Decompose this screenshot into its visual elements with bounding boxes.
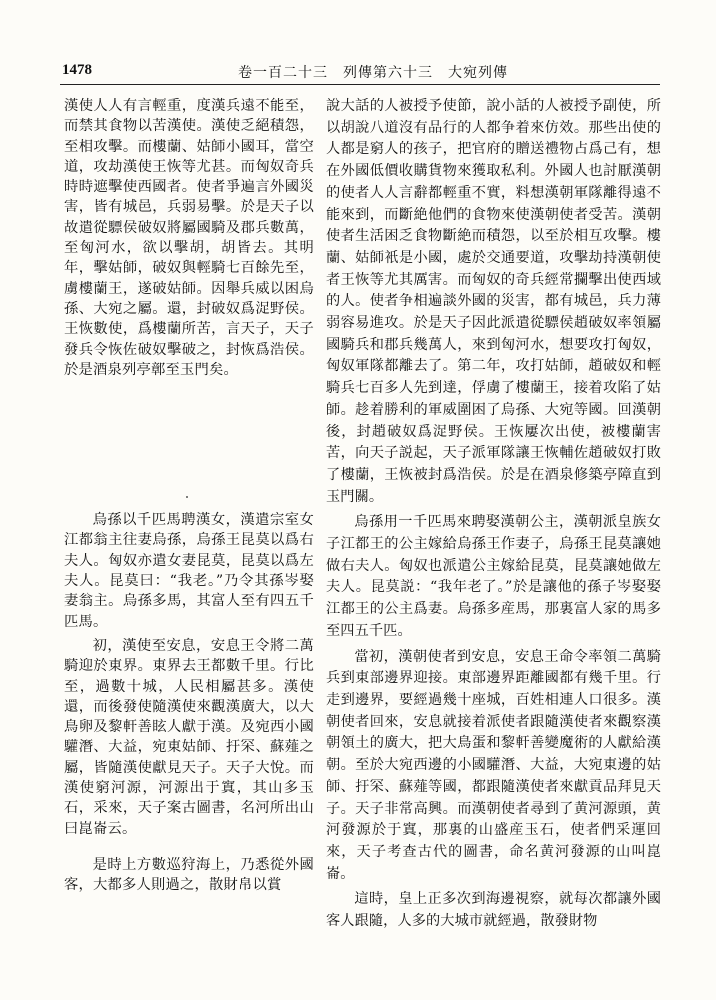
classical-paragraph-4: 是時上方數巡狩海上，乃悉從外國客，大都多人則過之，散財帛以賞 [64,856,314,894]
translation-paragraph-4: 這時，皇上正多次到海邊視察，就每次都讓外國客人跟隨，人多的大城市就經過，散發財物 [326,891,661,930]
translation-paragraph-3: 當初，漢朝使者到安息，安息王命令率領二萬騎兵到東部邊界迎接。東部邊界距離國都有幾千里。行走到邊界，要經過幾十座城，百姓相連人口很多。漢朝使者回來，安息就接着派使者跟隨漢使者來觀察漢朝領土的廣大，把大鳥蛋和黎軒善變魔術的人獻給漢朝。至於大宛西邊的小國驩潛、大益，大宛東邊的姑師、扜罙、蘇薤等國，都跟隨漢使者來獻貢品拜見天子。天子非常高興。而漢朝使者尋到了黄河源頭，黄河發源於于窴，那裏的山盛産玉石，使者們采運回來，天子考查古代的圖書，命名黄河發源的山叫崑崙。 [326,648,661,882]
classical-text-column [64,96,314,896]
classical-paragraph-2: 烏孫以千匹馬聘漢女，漢遣宗室女江都翁主往妻烏孫，烏孫王昆莫以爲右夫人。匈奴亦遣女妻昆莫，昆莫以爲左夫人。昆莫曰：“我老。”乃令其孫岑娶妻翁主。烏孫多馬，其富人至有四五千匹馬。 [64,512,314,630]
classical-paragraph-1: 漢使人人有言輕重，度漢兵遠不能至，而禁其食物以苦漢使。漢使乏絕積怨，至相攻擊。而樓蘭、姑師小國耳，當空道，攻劫漢使王恢等尤甚。而匈奴奇兵時時遮擊使西國者。使者爭遍言外國災害，皆有城邑，兵弱易擊。於是天子以故遣從驃侯破奴將屬國騎及郡兵數萬，至匈河水，欲以擊胡，胡皆去。其明年，擊姑師，破奴與輕騎七百餘先至，虜樓蘭王，遂破姑師。因舉兵威以困烏孫、大宛之屬。還，封破奴爲浞野侯。王恢數使，爲樓蘭所苦，言天子，天子發兵令恢佐破奴擊破之，封恢爲浩侯。於是酒泉列亭鄣至玉門矣。 [64,98,314,378]
running-head: 卷一百二十三 列傳第六十三 大宛列傳 [238,65,508,81]
page-number: 1478 [62,62,92,78]
translation-paragraph-1: 說大話的人被授予使節，說小話的人被授予副使，所以胡說八道沒有品行的人都争着來仿效。那些出使的人都是窮人的孩子，把官府的贈送禮物占爲己有，想在外國低價收購貨物來獲取私利。外國人也討厭漢朝的使者人人言辭都輕重不實，料想漢朝軍隊離得遠不能來到，而斷絶他們的食物來使漢朝使者受苦。漢朝使者生活困乏食物斷絶而積怨，以至於相互攻擊。樓蘭、姑師衹是小國，處於交通要道，攻擊劫持漢朝使者王恢等尤其厲害。而匈奴的奇兵經常攔擊出使西域的人。使者争相遍談外國的災害，都有城邑，兵力薄弱容易進攻。於是天子因此派遣從驃侯趙破奴率領屬國騎兵和郡兵幾萬人，來到匈河水，想要攻打匈奴，匈奴軍隊都離去了。第二年，攻打姑師，趙破奴和輕騎兵七百多人先到達，俘虜了樓蘭王，接着攻陷了姑師。趁着勝利的軍威圍困了烏孫、大宛等國。回漢朝後，封趙破奴爲浞野侯。王恢屢次出使，被樓蘭害苦，向天子説起，天子派軍隊讓王恢輔佐趙破奴打敗了樓蘭，王恢被封爲浩侯。於是在酒泉修築亭障直到玉門關。 [326,98,661,505]
translation-text-column [326,96,661,933]
header-rule [60,84,660,85]
section-dot [186,496,188,498]
page-header [60,60,660,82]
translation-paragraph-2: 烏孫用一千匹馬來聘娶漢朝公主，漢朝派皇族女子江都王的公主嫁給烏孫王作妻子，烏孫王昆莫讓她做右夫人。匈奴也派遣公主嫁給昆莫，昆莫讓她做左夫人。昆莫説：“我年老了。”於是讓他的孫子岑娶娶江都王的公主爲妻。烏孫多産馬，那裏富人家的馬多至四五千匹。 [326,514,661,639]
classical-paragraph-3: 初，漢使至安息，安息王令將二萬騎迎於東界。東界去王都數千里。行比至，過數十城，人民相屬甚多。漢使還，而後發使隨漢使來觀漢廣大，以大鳥卵及黎軒善眩人獻于漢。及宛西小國驩潛、大益，宛東姑師、扜罙、蘇薤之屬，皆隨漢使獻見天子。天子大悅。而漢使窮河源，河源出于窴，其山多玉石，采來，天子案古圖書，名河所出山曰崑崙云。 [64,637,314,837]
